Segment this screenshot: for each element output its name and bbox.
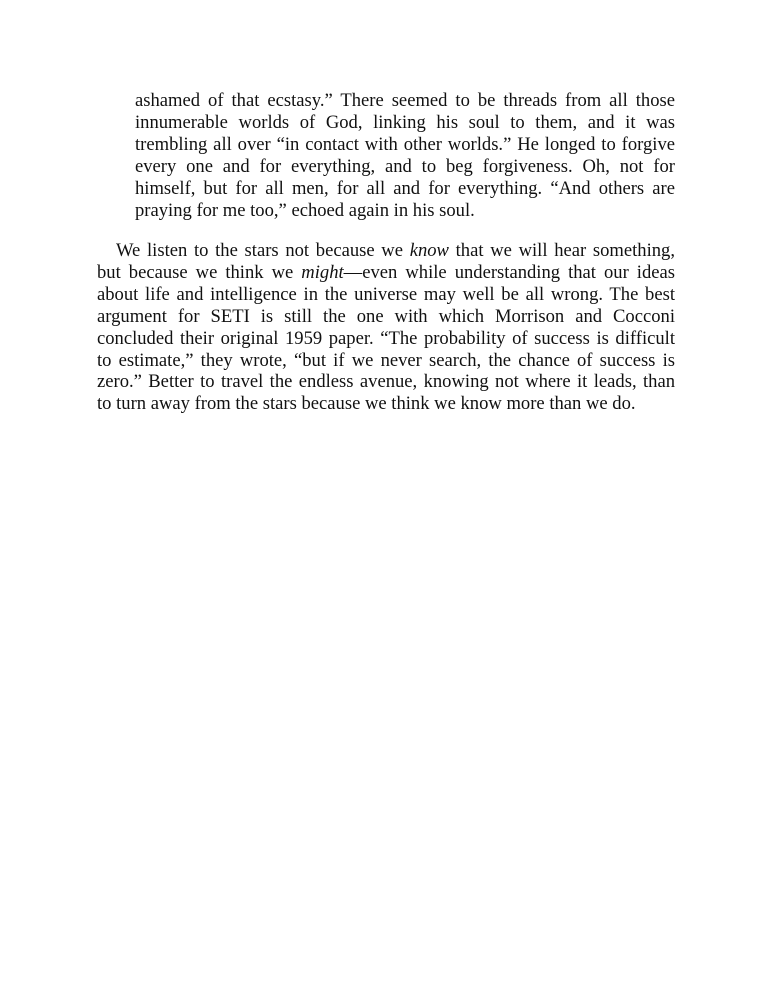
emphasis-know: know	[409, 240, 449, 261]
quote-line: every one and for everything, and to beg forgiveness. Oh, not for	[135, 156, 675, 177]
quote-line: innumerable worlds of God, linking his soul to them, and it was	[135, 112, 675, 133]
paragraph-line: to turn away from the stars because we think we know more than we do.	[97, 393, 636, 415]
paragraph-line: about life and intelligence in the universe may well be all wrong. The best	[97, 283, 675, 305]
block-quotation	[135, 90, 675, 222]
paragraph-line: argument for SETI is still the one with which Morrison and Cocconi	[97, 305, 675, 327]
paragraph-text: but because we think we	[97, 261, 302, 283]
paragraph-line: to estimate,” they wrote, “but if we never search, the chance of success is	[97, 349, 675, 371]
paragraph-line	[97, 262, 675, 284]
quote-line: himself, but for all men, for all and for everything. “And others are	[135, 178, 675, 199]
quote-line: ashamed of that ecstasy.” There seemed to be threads from all those	[135, 90, 675, 111]
paragraph-line: concluded their original 1959 paper. “The probability of success is difficult	[97, 327, 675, 349]
paragraph-text: that we will hear something,	[448, 240, 676, 261]
quote-line: trembling all over “in contact with other worlds.” He longed to forgive	[135, 134, 675, 155]
paragraph-text: We listen to the stars not because we	[116, 240, 410, 261]
emphasis-might: might	[301, 261, 344, 283]
paragraph-text: —even while understanding that our ideas	[343, 261, 675, 283]
body-paragraph	[97, 240, 675, 415]
paragraph-line	[97, 240, 675, 262]
paragraph-line: zero.” Better to travel the endless avenue, knowing not where it leads, than	[97, 371, 675, 393]
quote-line: praying for me too,” echoed again in his soul.	[135, 200, 475, 221]
